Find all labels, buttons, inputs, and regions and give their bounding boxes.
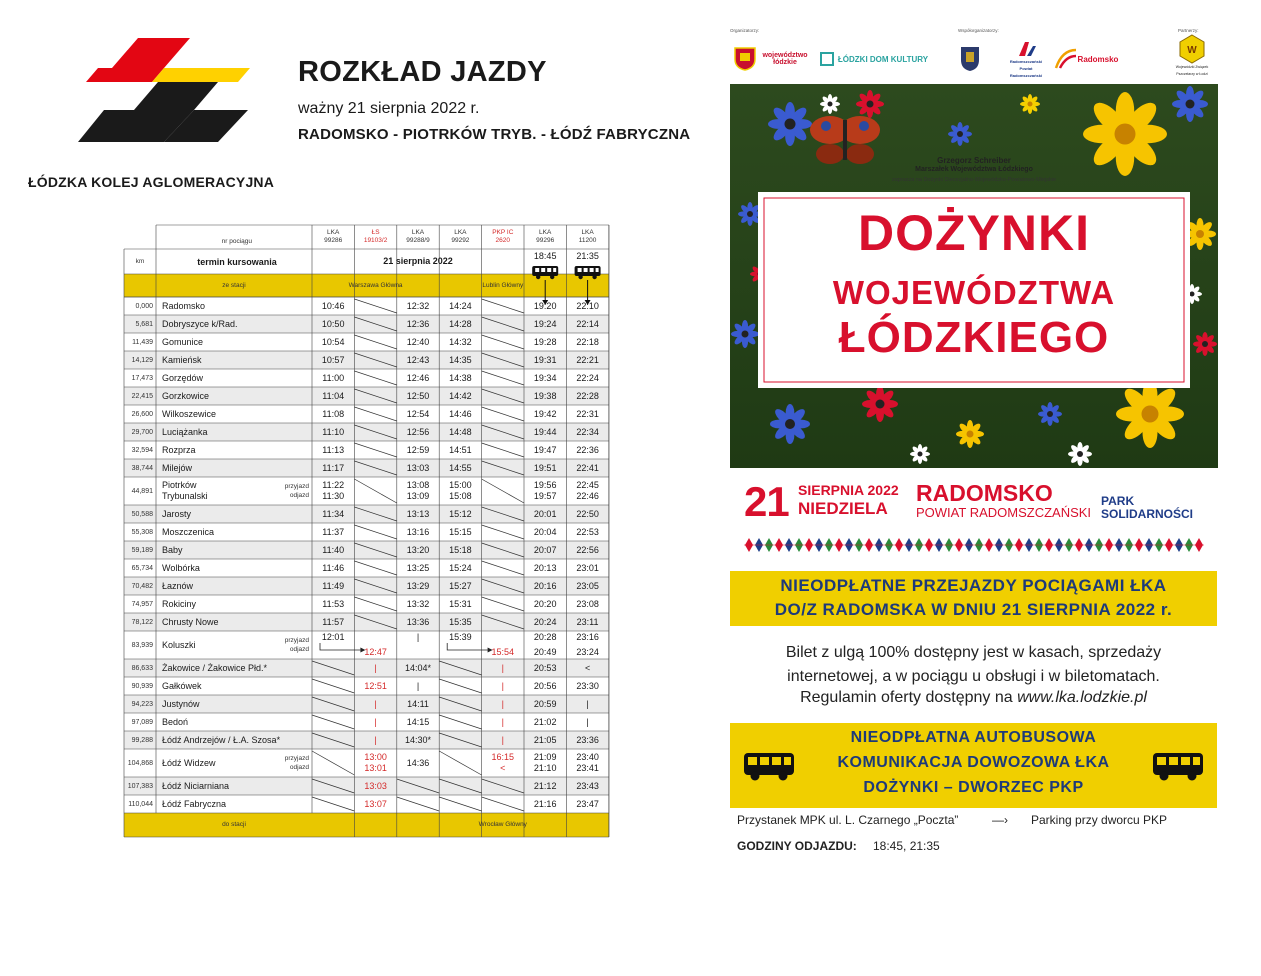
departure-time: 20:13: [533, 562, 557, 573]
departure-time: 22:21: [576, 354, 599, 365]
departure-time: 12:46: [406, 372, 430, 383]
svg-text:W: W: [1187, 45, 1197, 56]
coorganizers-label: Współorganizatorzy:: [958, 28, 999, 33]
bus-line1: NIEODPŁATNA AUTOBUSOWA: [850, 729, 1097, 746]
station-name: Justynów: [162, 699, 200, 709]
train-number: [566, 225, 608, 249]
row-km: 78,122: [131, 618, 153, 626]
departure-time: |: [416, 680, 420, 691]
row-km: 32,594: [131, 446, 153, 454]
train-no: 99286: [324, 237, 343, 244]
departure-time: 14:11: [407, 698, 429, 709]
row-km: 59,189: [131, 546, 153, 554]
row-km: 104,868: [127, 759, 153, 767]
poster-hero: [730, 84, 1218, 468]
departure-time: 23:05: [576, 580, 599, 591]
departure-time: 13:08 13:09: [406, 480, 430, 501]
departure-time: 14:28: [449, 318, 472, 329]
departure-time: 12:56: [406, 426, 430, 437]
departure-time: 16:15 <: [491, 752, 515, 773]
departure-time: 11:37: [322, 526, 345, 537]
departure-time: 14:42: [449, 390, 472, 401]
departure-time: 10:57: [321, 354, 345, 365]
departure-time: 19:24: [533, 318, 557, 329]
arrival-departure-label: przyjazd odjazd: [284, 483, 309, 499]
bus-stop-from: Przystanek MPK ul. L. Czarnego „Poczta”: [737, 813, 959, 827]
departure-time: 19:20: [533, 300, 557, 311]
to-station-label: do stacji: [222, 821, 246, 828]
departure-time: 12:36: [406, 318, 430, 329]
station-name: Rozprza: [162, 445, 196, 455]
departure-time: 21:12: [533, 780, 557, 791]
validity-date: ważny 21 sierpnia 2022 r.: [298, 100, 480, 117]
departure-time: 12:50: [406, 390, 430, 401]
departure-time: 15:35: [449, 616, 472, 627]
row-km: 0,000: [135, 302, 153, 310]
departure-time: |: [501, 734, 504, 745]
departure-time: 21:02: [533, 716, 557, 727]
departure-time: 23:40 23:41: [576, 752, 599, 773]
departure-time: 13:03: [364, 780, 387, 791]
departure-time: 22:28: [576, 390, 599, 401]
departure-time: 11:04: [322, 390, 345, 401]
departure-time: 13:20: [406, 544, 430, 555]
station-name: Wilkoszewice: [162, 409, 217, 419]
departure-time: 11:46: [322, 562, 345, 573]
departure-time: <: [584, 662, 591, 673]
departure-time: |: [501, 698, 504, 709]
departure-time: |: [374, 698, 377, 709]
departure-time: 15:12: [449, 508, 472, 519]
departure-time: |: [416, 632, 420, 642]
departure-time: 19:44: [533, 426, 557, 437]
event-day-number: 21: [744, 478, 789, 525]
ticket-info-line1: Bilet z ulgą 100% dostępny jest w kasach, sprzedaży: [785, 644, 1162, 661]
train-number: [397, 225, 439, 249]
inviter-role: Marszałek Województwa Łódzkiego: [915, 166, 1033, 173]
station-name: Piotrków Trybunalski: [162, 480, 208, 501]
ticket-info: [730, 641, 1217, 689]
train-operator: ŁS: [371, 229, 380, 236]
departure-time: 14:32: [449, 336, 472, 347]
departure-time: 22:36: [576, 444, 599, 455]
rules-info: [730, 689, 1217, 707]
row-km: 38,744: [131, 464, 153, 472]
event-city: RADOMSKO: [916, 480, 1053, 506]
bus-stop-to: Parking przy dworcu PKP: [1031, 813, 1168, 827]
station-name: Gorzkowice: [162, 391, 210, 401]
departure-time: 11:10: [322, 426, 345, 437]
station-name: Łódź Niciarniana: [162, 781, 230, 791]
departure-time: 20:56: [533, 680, 557, 691]
departure-time: 19:34: [533, 372, 557, 383]
train-number: [354, 225, 396, 249]
free-rides-banner: [730, 571, 1217, 626]
departure-time: 11:08: [322, 408, 345, 419]
departure-time: 19:31: [533, 354, 557, 365]
departure-time: 21:16: [533, 798, 557, 809]
partner-logo-ldk: ŁÓDZKI DOM KULTURY: [837, 54, 929, 64]
departure-time: 15:00 15:08: [449, 480, 472, 501]
departure-time: |: [501, 662, 504, 673]
row-km: 22,415: [131, 392, 153, 400]
departure-time: 20:07: [533, 544, 557, 555]
departure-time: 11:00: [322, 372, 345, 383]
row-km: 14,129: [131, 356, 153, 364]
departure-time: 11:34: [322, 508, 345, 519]
departure-time: 14:30*: [404, 734, 431, 745]
departure-time: 22:50: [576, 508, 599, 519]
ticket-info-line2: internetowej, a w pociągu u obsługi i w biletomatach.: [787, 668, 1160, 685]
train-number: [482, 225, 524, 249]
departure-time: 19:42: [533, 408, 557, 419]
train-operator: LKA: [539, 229, 552, 236]
event-month: SIERPNIA 2022: [798, 482, 899, 498]
folk-ornament: [744, 536, 1204, 554]
departure-time: 15:24: [449, 562, 472, 573]
km-label: km: [135, 257, 145, 265]
train-operator: LKA: [581, 229, 594, 236]
departure-time: 23:43: [576, 780, 599, 791]
departure-time: 13:25: [406, 562, 430, 573]
station-name: Jarosty: [162, 509, 192, 519]
radomsko-logo-icon: [1054, 48, 1078, 70]
station-name: Gałkówek: [162, 681, 202, 691]
station-name: Łódź Widzew: [162, 758, 216, 768]
departure-time: 15:27: [449, 580, 472, 591]
powiat-crest-icon: [960, 46, 980, 72]
departure-time: 15:18: [449, 544, 472, 555]
departure-time: 12:40: [406, 336, 430, 347]
arrival-departure-label: przyjazd odjazd: [284, 755, 309, 771]
departure-time: 22:34: [576, 426, 599, 437]
departure-time: 22:10: [576, 300, 599, 311]
departure-time: |: [374, 734, 377, 745]
departure-time: 10:46: [321, 300, 345, 311]
station-name: Łódź Fabryczna: [162, 799, 227, 809]
row-km: 17,473: [131, 374, 153, 382]
departure-time: 14:38: [449, 372, 472, 383]
origin-station: Warszawa Główna: [348, 281, 403, 289]
train-operator: PKP IC: [492, 229, 514, 236]
departure-time: 12:54: [406, 408, 430, 419]
partner-logo-radomsko: Radomsko: [1077, 54, 1119, 64]
beekeepers-logo-icon: [1177, 34, 1207, 64]
departure-time: 14:24: [449, 300, 472, 311]
lka-logo: [78, 38, 250, 162]
departure-time: 20:53: [533, 662, 557, 673]
departure-time: 22:31: [576, 408, 599, 419]
arrival-departure-label: przyjazd odjazd: [284, 637, 309, 653]
departure-time: 10:50: [321, 318, 345, 329]
row-km: 55,308: [131, 528, 153, 536]
departure-time: 15:54: [491, 647, 515, 657]
station-name: Gomunice: [162, 337, 204, 347]
departure-time: 19:51: [533, 462, 557, 473]
departure-time: 23:30: [576, 680, 599, 691]
rules-link[interactable]: www.lka.lodzkie.pl: [1017, 689, 1147, 706]
departure-time: 19:47: [533, 444, 557, 455]
departure-time: 12:59: [406, 444, 430, 455]
departure-time: 12:43: [406, 354, 430, 365]
station-name: Chrusty Nowe: [162, 617, 219, 627]
departure-time: 13:29: [406, 580, 430, 591]
arrow-right-icon: —›: [992, 813, 1008, 827]
departure-time: 23:36: [576, 734, 599, 745]
row-km: 44,891: [131, 487, 153, 495]
station-name: Baby: [162, 545, 183, 555]
row-km: 5,681: [135, 320, 153, 328]
row-km: 97,089: [131, 718, 153, 726]
departure-time: 23:01: [576, 562, 599, 573]
departure-time: 14:48: [449, 426, 472, 437]
station-name: Luciążanka: [162, 427, 208, 437]
route-label: RADOMSKO - PIOTRKÓW TRYB. - ŁÓDŹ FABRYCZNA: [298, 126, 691, 143]
row-km: 65,734: [131, 564, 153, 572]
departure-time: |: [374, 662, 377, 673]
row-km: 83,939: [131, 641, 153, 649]
row-km: 86,633: [131, 664, 153, 672]
station-name: Żakowice / Żakowice Płd.*: [162, 663, 268, 673]
station-name: Radomsko: [162, 301, 206, 311]
departure-time: 15:31: [449, 598, 472, 609]
origin-station: Lublin Główny: [482, 281, 524, 289]
station-name: Dobryszyce k/Rad.: [162, 319, 238, 329]
departure-time: 15:39: [449, 632, 472, 642]
page-title: ROZKŁAD JAZDY: [298, 56, 547, 88]
destination-station: Wrocław Główny: [478, 821, 527, 828]
station-name: Łaznów: [162, 581, 194, 591]
departure-time: 13:07: [364, 798, 387, 809]
row-km: 110,044: [128, 800, 153, 808]
departure-time: 23:47: [576, 798, 599, 809]
train-operator: LKA: [454, 229, 467, 236]
from-station-label: ze stacji: [222, 281, 246, 289]
row-km: 99,288: [131, 736, 153, 744]
poster-title-line1: DOŻYNKI: [858, 205, 1090, 261]
departure-time: 12:01: [321, 632, 345, 642]
departure-time: 10:54: [321, 336, 345, 347]
row-km: 74,957: [131, 600, 153, 608]
free-rides-line2: DO/Z RADOMSKA W DNIU 21 SIERPNIA 2022 r.: [774, 600, 1173, 619]
train-number: [439, 225, 481, 249]
logo-caption: ŁÓDZKA KOLEJ AGLOMERACYJNA: [28, 174, 275, 190]
departures-label: GODZINY ODJAZDU:: [737, 839, 857, 853]
bus-line2: KOMUNIKACJA DOWOZOWA ŁKA: [837, 754, 1110, 771]
departure-time: 11:53: [322, 598, 345, 609]
departures-times: 18:45, 21:35: [873, 839, 940, 853]
train-no: 2620: [495, 237, 511, 244]
departure-time: 14:15: [406, 716, 430, 727]
departure-time: 11:40: [322, 544, 345, 555]
bus-banner: [730, 723, 1217, 808]
timetable: [124, 225, 609, 841]
station-name: Koluszki: [162, 640, 196, 650]
bus-departure-time: 21:35: [576, 250, 599, 261]
partners-label: Partnerzy:: [1178, 28, 1199, 33]
departure-time: 13:32: [406, 598, 430, 609]
train-number-label: nr pociągu: [221, 238, 252, 245]
train-operator: LKA: [327, 229, 340, 236]
departure-time: 20:59: [533, 698, 557, 709]
departure-time: 14:55: [449, 462, 472, 473]
departure-time: 13:00 13:01: [364, 752, 387, 773]
departure-time: 13:03: [406, 462, 430, 473]
departure-time: 13:16: [406, 526, 430, 537]
free-rides-line1: NIEODPŁATNE PRZEJAZDY POCIĄGAMI ŁKA: [780, 576, 1167, 595]
row-km: 50,588: [131, 510, 153, 518]
departure-time: |: [586, 698, 589, 709]
row-km: 94,223: [131, 700, 153, 708]
departure-time: 20:28 20:49: [533, 632, 557, 657]
departure-time: 21:05: [533, 734, 557, 745]
train-no: 99288/9: [406, 237, 430, 244]
departure-time: |: [501, 716, 504, 727]
departure-time: 21:09 21:10: [533, 752, 557, 773]
partner-logo-powiat: Radomszczański Powiat Radomszczański: [1009, 58, 1043, 78]
departure-time: 20:24: [533, 616, 557, 627]
station-name: Gorzędów: [162, 373, 204, 383]
row-km: 26,600: [131, 410, 153, 418]
train-number: [524, 225, 566, 249]
departure-time: 23:11: [576, 616, 599, 627]
row-km: 11,439: [132, 338, 153, 346]
departure-time: 12:32: [406, 300, 430, 311]
departure-time: 19:38: [533, 390, 557, 401]
partner-logo-beekeepers: Wojewódzki Związek Pszczelarzy w Łodzi: [1175, 65, 1209, 76]
departure-time: 14:04*: [404, 662, 431, 673]
departure-time: 22:56: [576, 544, 599, 555]
departure-time: 19:28: [533, 336, 557, 347]
departure-time: 20:20: [533, 598, 557, 609]
rules-text: Regulamin oferty dostępny na: [800, 689, 1013, 706]
train-no: 99292: [451, 237, 470, 244]
departure-time: 14:36: [406, 757, 430, 768]
row-km: 70,482: [131, 582, 153, 590]
train-number: [312, 225, 354, 249]
departure-time: 11:22 11:30: [322, 480, 345, 501]
departure-time: 11:13: [322, 444, 345, 455]
departure-time: 13:36: [406, 616, 430, 627]
coat-of-arms-icon: [734, 47, 756, 71]
departure-time: 23:16 23:24: [576, 632, 599, 657]
bus-departure-time: 18:45: [533, 250, 557, 261]
departure-time: 14:46: [449, 408, 472, 419]
station-name: Milejów: [162, 463, 193, 473]
departure-time: 11:49: [322, 580, 345, 591]
train-operator: LKA: [411, 229, 425, 236]
departure-time: |: [501, 680, 504, 691]
departure-time: 22:53: [576, 526, 599, 537]
departure-time: 12:51: [364, 680, 387, 691]
station-name: Moszczenica: [162, 527, 215, 537]
train-no: 11200: [578, 237, 597, 244]
powiat-logo-icon: [1015, 40, 1037, 58]
station-name: Kamieńsk: [162, 355, 202, 365]
station-name: Rokiciny: [162, 599, 197, 609]
partner-logo-wojewodztwo: województwo łódzkie: [762, 52, 808, 66]
event-county: POWIAT RADOMSZCZAŃSKI: [916, 505, 1092, 520]
departure-time: |: [374, 716, 377, 727]
departure-time: |: [586, 716, 589, 727]
departure-time: 12:47: [364, 647, 387, 657]
departure-time: 14:51: [449, 444, 472, 455]
organizers-label: Organizatorzy:: [730, 28, 760, 33]
event-weekday: NIEDZIELA: [798, 499, 888, 518]
bus-line3: DOŻYNKI – DWORZEC PKP: [863, 779, 1084, 796]
row-km: 107,383: [127, 782, 153, 790]
departure-time: 22:14: [576, 318, 599, 329]
station-name: Łódź Andrzejów / Ł.A. Szosa*: [162, 735, 281, 745]
departure-time: 20:16: [533, 580, 557, 591]
train-no: 19103/2: [363, 237, 388, 244]
train-no: 99296: [536, 237, 555, 244]
ldk-logo-icon: [820, 52, 834, 66]
station-name: Bedoń: [162, 717, 189, 727]
row-km: 29,700: [131, 428, 153, 436]
row-km: 90,939: [131, 682, 153, 690]
invite-text: zaprasza na Dożynki Diecezjalno-Wojewódzko-Powiatowo-Miejskie: [891, 177, 1057, 183]
event-venue-line1: PARK: [1101, 494, 1135, 508]
departure-time: 11:57: [322, 616, 345, 627]
departure-time: 22:18: [576, 336, 599, 347]
poster-title-line2: WOJEWÓDZTWA: [832, 274, 1116, 311]
departure-time: 22:41: [576, 462, 599, 473]
departure-time: 13:13: [406, 508, 430, 519]
inviter-name: Grzegorz Schreiber: [937, 156, 1011, 165]
departure-time: 15:15: [449, 526, 472, 537]
departure-time: 20:04: [533, 526, 557, 537]
departure-time: 20:01: [533, 508, 557, 519]
date-label: 21 sierpnia 2022: [383, 256, 453, 266]
departure-time: 22:24: [576, 372, 599, 383]
departure-time: 19:56 19:57: [533, 480, 557, 501]
departure-time: 22:45 22:46: [576, 480, 599, 501]
departure-time: 23:08: [576, 598, 599, 609]
departure-time: 14:35: [449, 354, 472, 365]
departure-time: 11:17: [322, 462, 345, 473]
poster-title-line3: ŁÓDZKIEGO: [838, 313, 1110, 362]
period-label: termin kursowania: [197, 256, 277, 267]
event-venue-line2: SOLIDARNOŚCI: [1101, 507, 1194, 521]
station-name: Wolbórka: [162, 563, 200, 573]
